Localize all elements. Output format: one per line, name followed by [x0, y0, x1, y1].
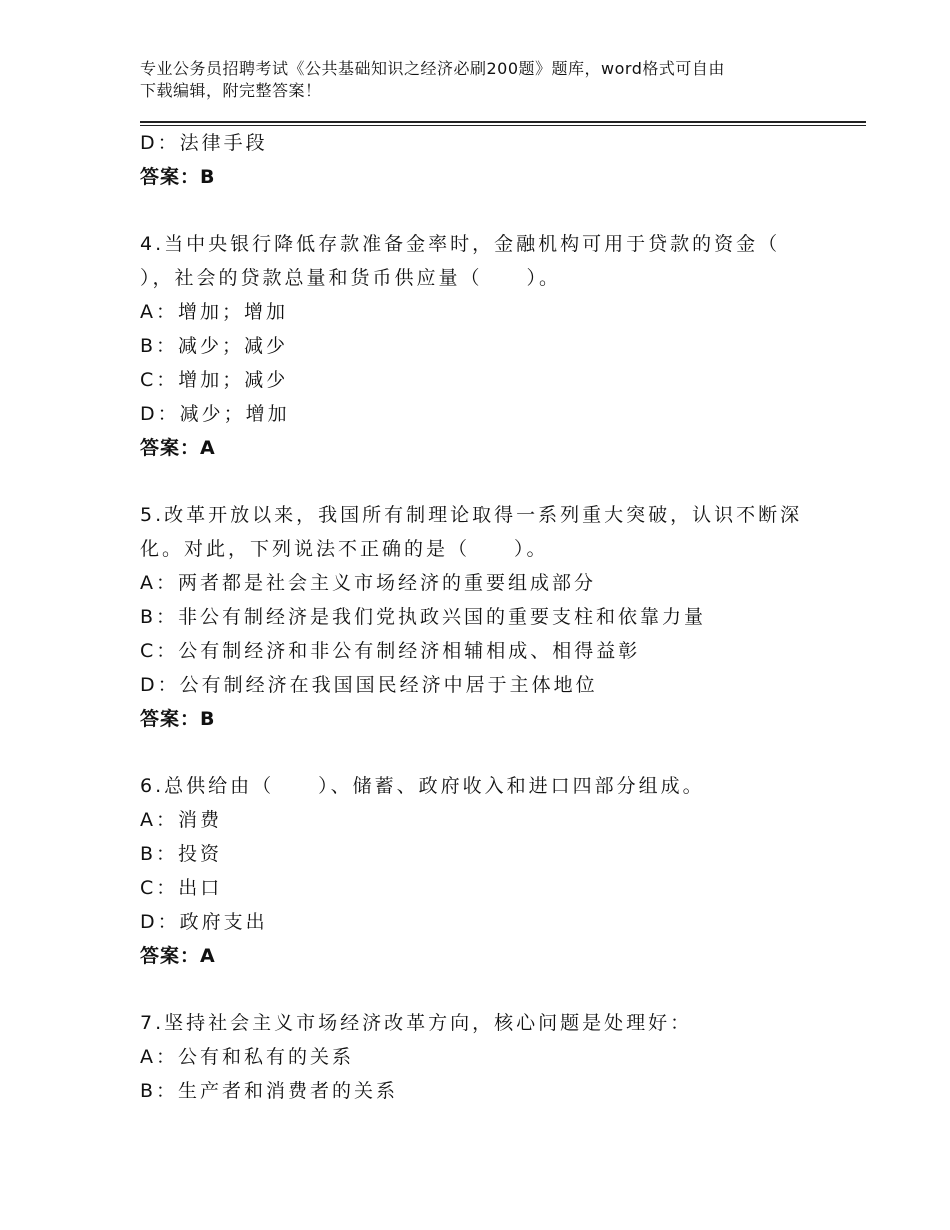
q4-option-b: B：减少；减少: [140, 335, 289, 357]
q5-stem-line-2: 化。对此，下列说法不正确的是（ ）。: [140, 538, 549, 560]
question-5: [140, 498, 840, 736]
q5-answer: 答案：B: [140, 708, 216, 730]
header-line-2: 下载编辑，附完整答案！: [140, 81, 322, 100]
q7-option-b: B：生产者和消费者的关系: [140, 1080, 399, 1102]
question-6: [140, 769, 840, 973]
q5-option-c: C：公有制经济和非公有制经济相辅相成、相得益彰: [140, 640, 641, 662]
spacer: [140, 465, 840, 498]
q4-option-d: D：减少；增加: [140, 403, 290, 425]
q4-option-a: A：增加；增加: [140, 301, 288, 323]
q6-option-d: D：政府支出: [140, 911, 268, 933]
q7-option-a: A：公有和私有的关系: [140, 1046, 354, 1068]
document-header: [140, 58, 820, 102]
q4-answer: 答案：A: [140, 437, 216, 459]
q6-answer: 答案：A: [140, 945, 216, 967]
q3-answer: 答案：B: [140, 166, 216, 188]
q5-stem-line-1: 5.改革开放以来，我国所有制理论取得一系列重大突破，认识不断深: [140, 504, 803, 526]
q4-option-c: C：增加；减少: [140, 369, 289, 391]
question-4: [140, 227, 840, 465]
header-rule-thick: [140, 121, 866, 123]
header-line-1: 专业公务员招聘考试《公共基础知识之经济必刷200题》题库，word格式可自由: [140, 59, 725, 78]
q4-stem-line-1: 4.当中央银行降低存款准备金率时，金融机构可用于贷款的资金（: [140, 233, 781, 255]
q5-option-a: A：两者都是社会主义市场经济的重要组成部分: [140, 572, 596, 594]
q6-option-b: B：投资: [140, 843, 223, 865]
q3-option-d: D：法律手段: [140, 132, 268, 154]
q6-option-a: A：消费: [140, 809, 222, 831]
q7-stem-line-1: 7.坚持社会主义市场经济改革方向，核心问题是处理好：: [140, 1012, 693, 1034]
spacer: [140, 736, 840, 769]
q5-option-b: B：非公有制经济是我们党执政兴国的重要支柱和依靠力量: [140, 606, 707, 628]
spacer: [140, 973, 840, 1006]
question-content: [140, 126, 840, 1108]
q6-option-c: C：出口: [140, 877, 223, 899]
spacer: [140, 194, 840, 227]
q6-stem-line-1: 6.总供给由（ ）、储蓄、政府收入和进口四部分组成。: [140, 775, 705, 797]
q4-stem-line-2: ），社会的贷款总量和货币供应量（ ）。: [140, 267, 562, 289]
q5-option-d: D：公有制经济在我国国民经济中居于主体地位: [140, 674, 598, 696]
question-3-tail: [140, 126, 840, 194]
question-7: [140, 1006, 840, 1108]
